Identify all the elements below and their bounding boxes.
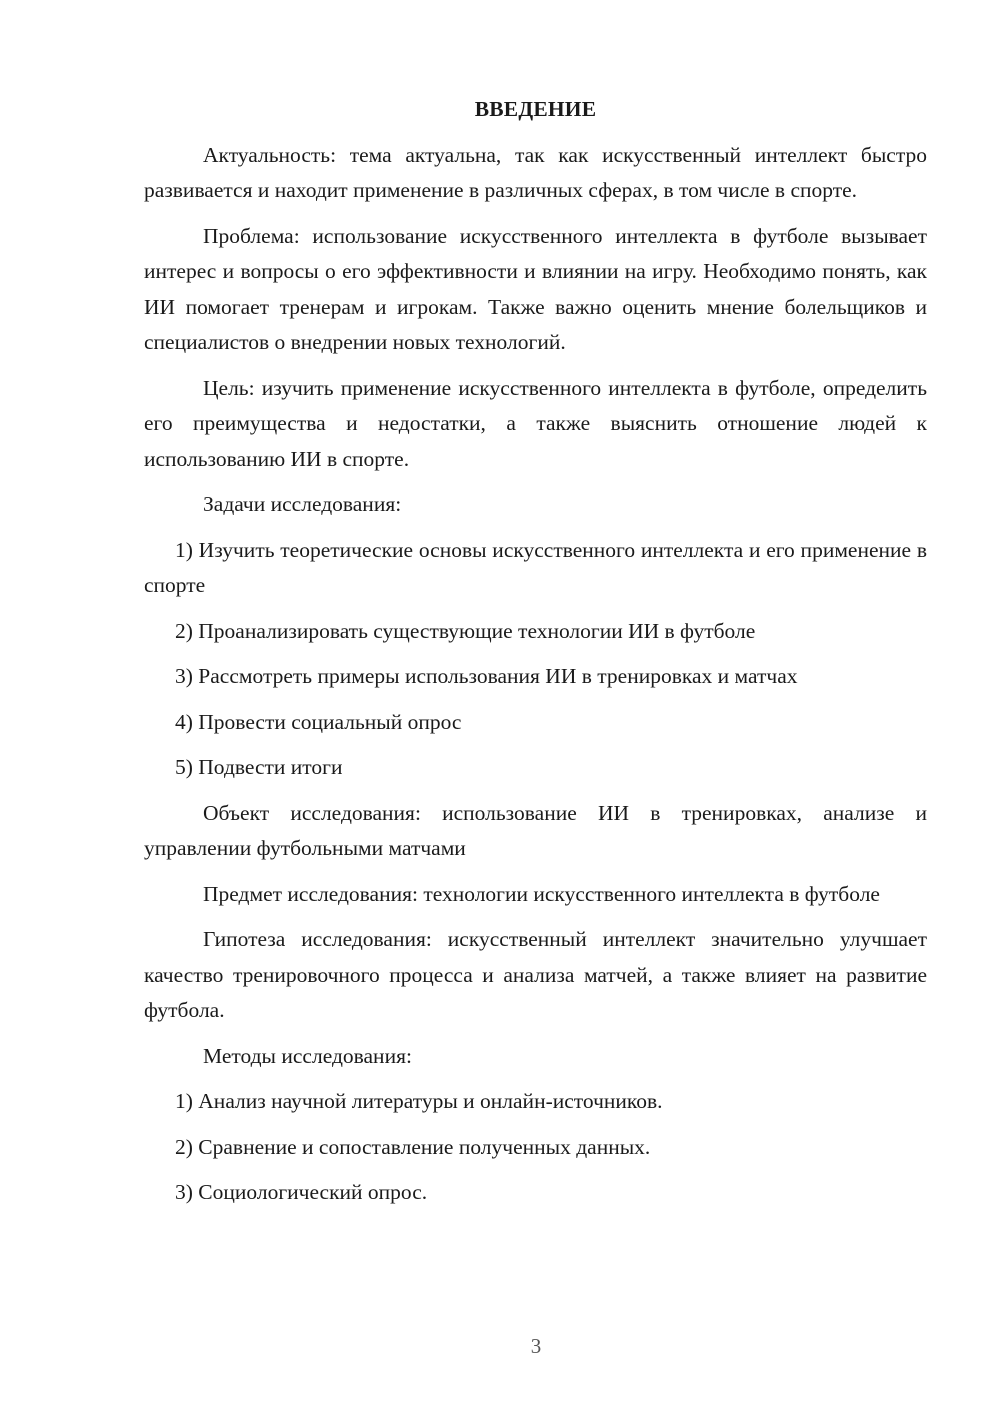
task-item: 2) Проанализировать существующие технологии ИИ в футболе [175, 618, 756, 643]
task-item: 3) Рассмотреть примеры использования ИИ в тренировках и матчах [175, 664, 798, 688]
method-item: 1) Анализ научной литературы и онлайн-источников. [175, 1089, 663, 1113]
method-item: 3) Социологический опрос. [175, 1180, 428, 1204]
task-item: 5) Подвести итоги [175, 755, 343, 779]
task-item: 4) Провести социальный опрос [175, 709, 462, 734]
page-title: ВВЕДЕНИЕ [474, 97, 597, 121]
subject-paragraph: Предмет исследования: технологии искусственного интеллекта в футболе [203, 881, 880, 906]
methods-heading: Методы исследования: [203, 1043, 412, 1068]
relevance-paragraph: Актуальность: тема актуальна, так как искусственный интеллект быстро развивается и находит применение в различных сферах, в том числе в спорте. [144, 142, 927, 202]
page-number: 3 [530, 1334, 542, 1358]
tasks-heading: Задачи исследования: [203, 492, 402, 516]
problem-paragraph: Проблема: использование искусственного интеллекта в футболе вызывает интерес и вопросы о его эффективности и влиянии на игру. Необходимо понять, как ИИ помогает тренерам и игрокам. Также важно оценить мнение болельщиков и специалистов о внедрении новых технологий. [144, 223, 927, 354]
goal-paragraph: Цель: изучить применение искусственного интеллекта в футболе, определить его преимущества и недостатки, а также выяснить отношение людей к использованию ИИ в спорте. [144, 375, 927, 471]
method-item: 2) Сравнение и сопоставление полученных данных. [175, 1134, 651, 1159]
document-page [144, 92, 927, 1221]
hypothesis-paragraph: Гипотеза исследования: искусственный интеллект значительно улучшает качество тренировочного процесса и анализа матчей, а также влияет на развитие футбола. [144, 927, 927, 1022]
task-item: 1) Изучить теоретические основы искусственного интеллекта и его применение в спорте [144, 537, 927, 597]
object-paragraph: Объект исследования: использование ИИ в тренировках, анализе и управлении футбольными матчами [144, 800, 927, 860]
